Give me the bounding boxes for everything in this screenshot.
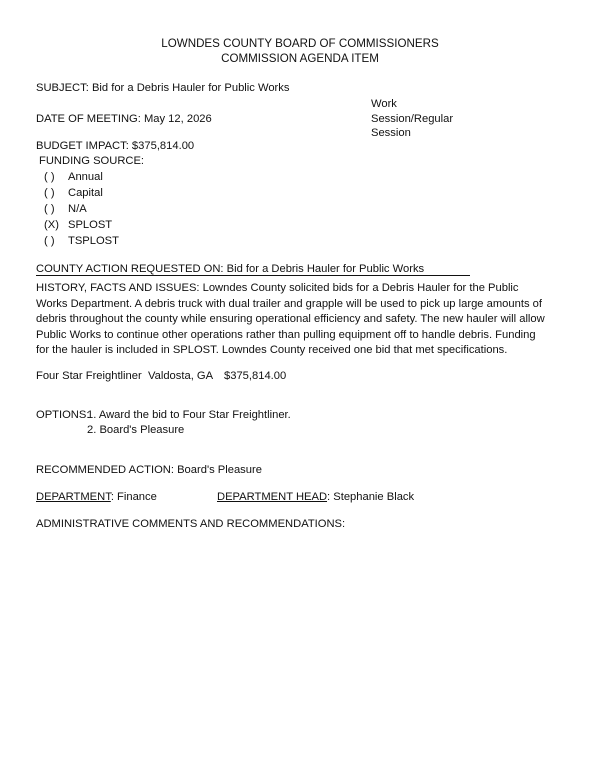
agenda-item-title: COMMISSION AGENDA ITEM xyxy=(221,52,379,65)
department-head-label: DEPARTMENT HEAD xyxy=(217,491,328,503)
department-head-value: : Stephanie Black xyxy=(327,491,415,503)
funding-option-label: Annual xyxy=(68,171,103,183)
funding-option-annual xyxy=(44,170,103,186)
funding-option-tsplost xyxy=(44,234,119,250)
funding-checkbox-mark: ( ) xyxy=(44,187,55,199)
funding-checkbox-mark: ( ) xyxy=(44,203,55,215)
funding-checkbox-mark: ( ) xyxy=(44,171,55,183)
session-type-line-3: Session xyxy=(371,127,411,139)
funding-option-label: N/A xyxy=(68,203,87,215)
department-label: DEPARTMENT xyxy=(36,491,111,503)
bid-city: Valdosta, GA xyxy=(148,370,214,382)
administrative-comments: ADMINISTRATIVE COMMENTS AND RECOMMENDATIONS: xyxy=(36,518,346,530)
funding-option-label: Capital xyxy=(68,187,103,199)
department-field xyxy=(36,490,157,504)
budget-impact: BUDGET IMPACT: $375,814.00 xyxy=(36,140,195,152)
bid-vendor: Four Star Freightliner xyxy=(36,370,142,382)
funding-option-na xyxy=(44,202,87,218)
funding-checkbox-mark: ( ) xyxy=(44,235,55,247)
funding-source-label: FUNDING SOURCE: xyxy=(39,155,145,167)
board-title: LOWNDES COUNTY BOARD OF COMMISSIONERS xyxy=(161,37,439,50)
funding-option-label: SPLOST xyxy=(68,219,113,231)
meeting-date: DATE OF MEETING: May 12, 2026 xyxy=(36,113,212,125)
county-action-underline xyxy=(36,275,470,276)
county-action-requested: COUNTY ACTION REQUESTED ON: Bid for a Debris Hauler for Public Works xyxy=(36,263,425,275)
recommended-action: RECOMMENDED ACTION: Board's Pleasure xyxy=(36,464,262,476)
department-head-field xyxy=(217,490,414,504)
options-label: OPTIONS: xyxy=(36,409,90,421)
funding-checkbox-mark: (X) xyxy=(44,219,59,231)
funding-option-splost xyxy=(44,218,112,234)
bid-amount: $375,814.00 xyxy=(224,370,287,382)
option-item-1: 1. Award the bid to Four Star Freightliner. xyxy=(87,409,291,421)
funding-option-capital xyxy=(44,186,103,202)
option-item-2: 2. Board's Pleasure xyxy=(87,424,185,436)
subject-line: SUBJECT: Bid for a Debris Hauler for Public Works xyxy=(36,82,290,94)
funding-option-label: TSPLOST xyxy=(68,235,119,247)
history-facts-issues: HISTORY, FACTS AND ISSUES: Lowndes County solicited bids for a Debris Hauler for the Public Works Department. A debris truck with dual trailer and grapple will be used to pick up large amounts of debris throughout the county while ensuring operational efficiency and safety. The new hauler will allow Public Works to continue other operations rather than pulling equipment off to handle debris. Funding for the hauler is included in SPLOST. Lowndes County received one bid that met specifications. xyxy=(36,282,545,357)
session-type-line-1: Work xyxy=(371,98,397,110)
department-value: : Finance xyxy=(110,491,157,503)
session-type-line-2: Session/Regular xyxy=(371,113,454,125)
